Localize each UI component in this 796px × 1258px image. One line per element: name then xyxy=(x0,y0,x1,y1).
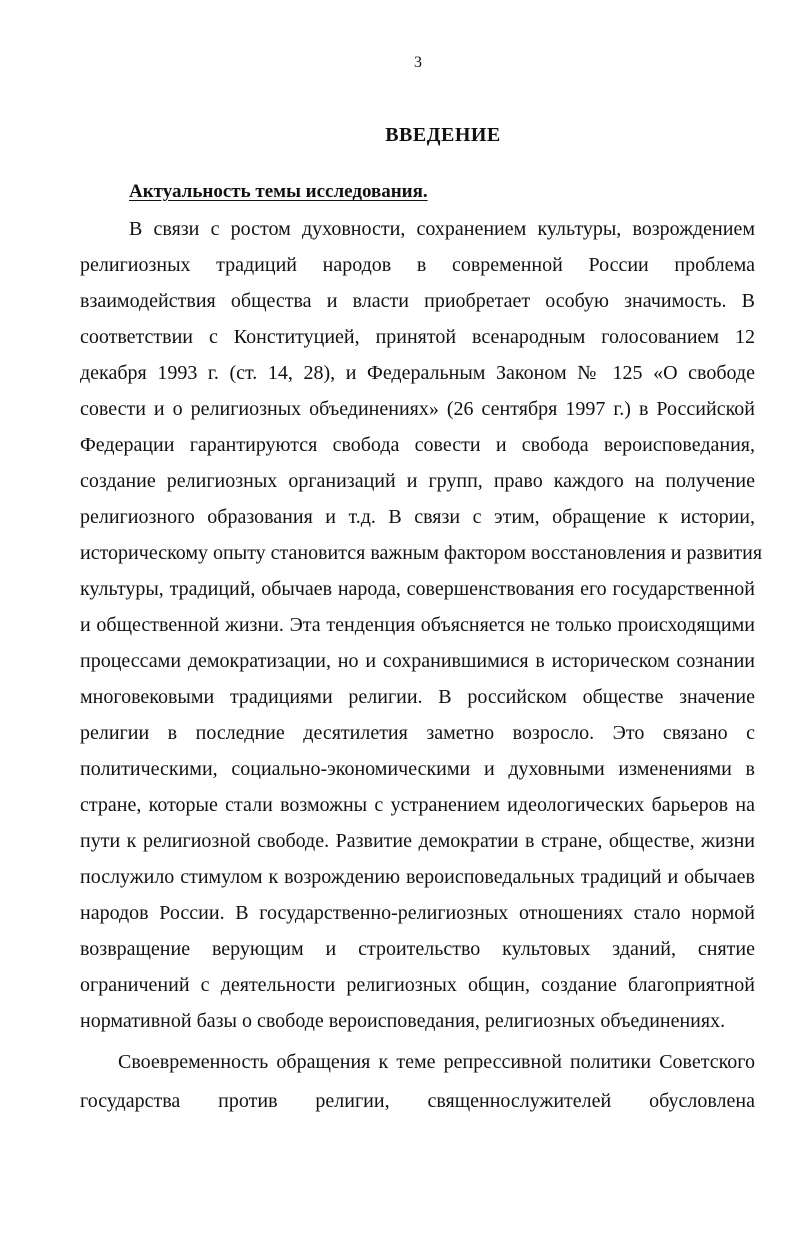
text-line: возвращение верующим и строительство культовых зданий, снятие xyxy=(80,938,755,960)
text-line: создание религиозных организаций и групп, право каждого на получение xyxy=(80,470,755,492)
text-line: нормативной базы о свободе вероисповедания, религиозных объединениях. xyxy=(80,1010,726,1032)
text-line: В связи с ростом духовности, сохранением культуры, возрождением xyxy=(129,218,755,240)
text-line: многовековыми традициями религии. В российском обществе значение xyxy=(80,686,755,708)
text-line: историческому опыту становится важным фактором восстановления и развития xyxy=(80,542,763,564)
text-line: стране, которые стали возможны с устранением идеологических барьеров на xyxy=(80,794,755,816)
text-line: декабря 1993 г. (ст. 14, 28), и Федеральным Законом № 125 «О свободе xyxy=(80,362,755,384)
text-line: пути к религиозной свободе. Развитие демократии в стране, обществе, жизни xyxy=(80,830,755,852)
text-line: политическими, социально-экономическими и духовными изменениями в xyxy=(80,758,755,780)
text-line: религии в последние десятилетия заметно возросло. Это связано с xyxy=(80,722,755,744)
text-line: ограничений с деятельности религиозных общин, создание благоприятной xyxy=(80,974,755,996)
text-line: Федерации гарантируются свобода совести и свобода вероисповедания, xyxy=(80,434,755,456)
text-line: Своевременность обращения к теме репрессивной политики Советского xyxy=(118,1051,755,1073)
text-line: взаимодействия общества и власти приобретает особую значимость. В xyxy=(80,290,755,312)
page-number: 3 xyxy=(414,54,422,71)
text-line: государства против религии, священнослужителей обусловлена xyxy=(80,1090,755,1112)
section-subheading: Актуальность темы исследования. xyxy=(129,181,428,202)
section-heading: ВВЕДЕНИЕ xyxy=(385,124,501,146)
text-line: соответствии с Конституцией, принятой всенародным голосованием 12 xyxy=(80,326,755,348)
text-line: процессами демократизации, но и сохранившимися в историческом сознании xyxy=(80,650,755,672)
text-line: и общественной жизни. Эта тенденция объясняется не только происходящими xyxy=(80,614,755,636)
text-line: религиозных традиций народов в современной России проблема xyxy=(80,254,755,276)
text-line: религиозного образования и т.д. В связи с этим, обращение к истории, xyxy=(80,506,755,528)
text-line: народов России. В государственно-религиозных отношениях стало нормой xyxy=(80,902,755,924)
text-line: культуры, традиций, обычаев народа, совершенствования его государственной xyxy=(80,578,755,600)
text-line: послужило стимулом к возрождению вероисповедальных традиций и обычаев xyxy=(80,866,755,888)
text-line: совести и о религиозных объединениях» (26 сентября 1997 г.) в Российской xyxy=(80,398,755,420)
